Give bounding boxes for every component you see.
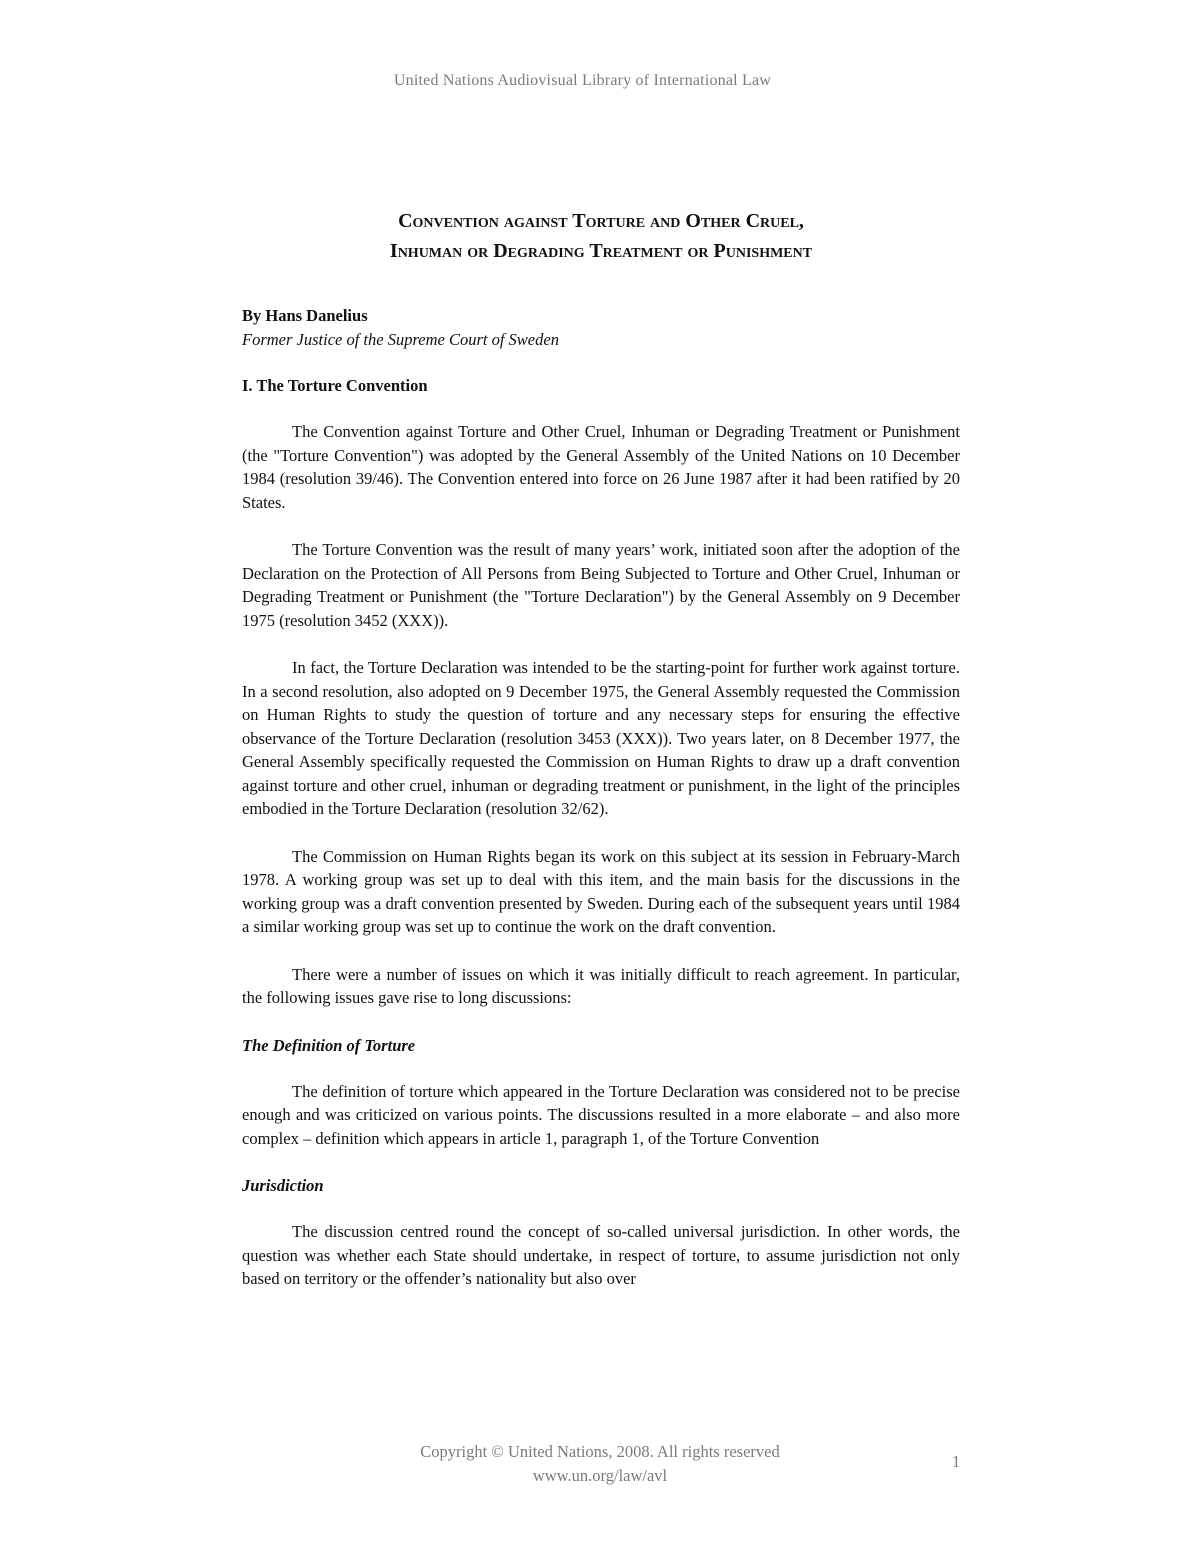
paragraph: The Commission on Human Rights began its work on this subject at its session in February-March 1978. A working group was set up to deal with this item, and the main basis for the discussions in the working group was a draft convention presented by Sweden. During each of the subsequent years until 1984 a similar working group was set up to continue the work on the draft convention. <box>242 846 960 936</box>
page-footer <box>0 1440 1200 1488</box>
paragraph: The definition of torture which appeared in the Torture Declaration was considered not to be precise enough and was criticized on various points. The discussions resulted in a more elaborate – and also more complex – definition which appears in article 1, paragraph 1, of the Torture Convention <box>242 1081 960 1148</box>
author-affiliation: Former Justice of the Supreme Court of Sweden <box>242 330 559 349</box>
subheading-jurisdiction: Jurisdiction <box>242 1176 324 1195</box>
page-header: United Nations Audiovisual Library of International Law <box>393 72 772 89</box>
document-body <box>242 206 960 1315</box>
title-line-1: Convention against Torture and Other Cruel, <box>398 210 804 232</box>
paragraph: The discussion centred round the concept of so-called universal jurisdiction. In other words, the question was whether each State should undertake, in respect of torture, to assume jurisdiction not only based on territory or the offender’s nationality but also over <box>242 1222 960 1288</box>
author-name: By Hans Danelius <box>242 306 368 325</box>
footer-url[interactable]: www.un.org/law/avl <box>532 1466 668 1485</box>
document-title <box>242 206 960 266</box>
paragraph: There were a number of issues on which it was initially difficult to reach agreement. In particular, the following issues gave rise to long discussions: <box>242 964 960 1007</box>
paragraph: In fact, the Torture Declaration was intended to be the starting-point for further work against torture. In a second resolution, also adopted on 9 December 1975, the General Assembly requested the Commission on Human Rights to study the question of torture and any necessary steps for ensuring the effective observance of the Torture Declaration (resolution 3453 (XXX)). Two years later, on 8 December 1977, the General Assembly specifically requested the Commission on Human Rights to draw up a draft convention against torture and other cruel, inhuman or degrading treatment or punishment, in the light of the principles embodied in the Torture Declaration (resolution 32/62). <box>242 658 960 818</box>
footer-copyright: Copyright © United Nations, 2008. All rights reserved <box>420 1442 780 1461</box>
page-number: 1 <box>952 1452 961 1471</box>
title-line-2: Inhuman or Degrading Treatment or Punishment <box>389 240 813 262</box>
paragraph: The Torture Convention was the result of many years’ work, initiated soon after the adoption of the Declaration on the Protection of All Persons from Being Subjected to Torture and Other Cruel, Inhuman or Degrading Treatment or Punishment (the "Torture Declaration") by the General Assembly on 9 December 1975 (resolution 3452 (XXX)). <box>242 540 960 630</box>
paragraph: The Convention against Torture and Other Cruel, Inhuman or Degrading Treatment or Punishment (the "Torture Convention") was adopted by the General Assembly of the United Nations on 10 December 1984 (resolution 39/46). The Convention entered into force on 26 June 1987 after it had been ratified by 20 States. <box>242 422 960 512</box>
section-heading: I. The Torture Convention <box>242 376 428 395</box>
subheading-definition: The Definition of Torture <box>242 1035 416 1055</box>
